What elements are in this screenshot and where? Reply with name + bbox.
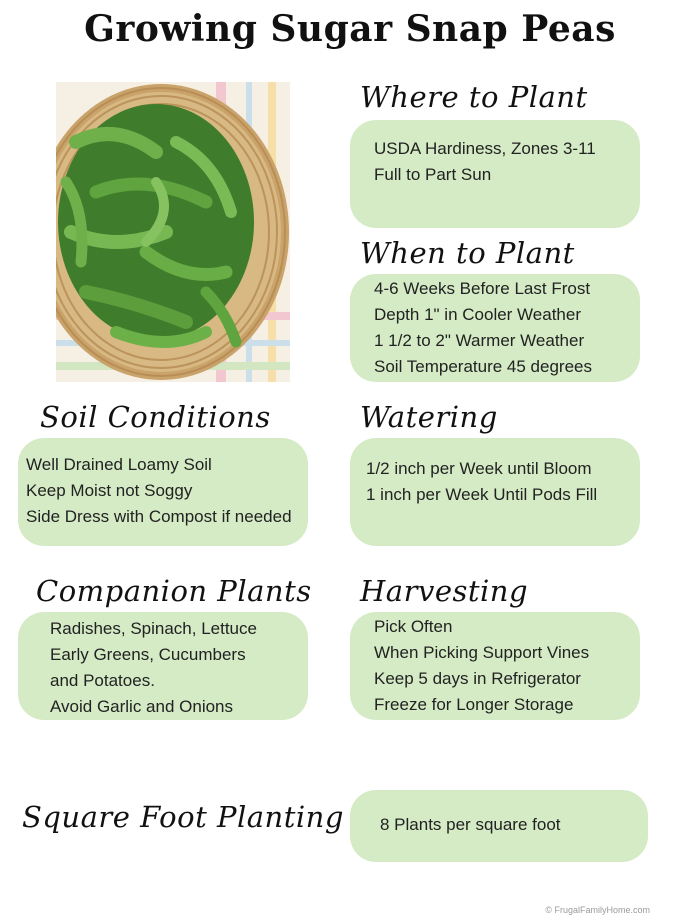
watering-box bbox=[350, 438, 640, 546]
peas-basket-photo bbox=[56, 82, 290, 382]
where-to-plant-heading: Where to Plant bbox=[360, 80, 588, 114]
when-to-plant-heading: When to Plant bbox=[360, 236, 575, 270]
when-line-1: 4-6 Weeks Before Last Frost bbox=[374, 279, 591, 298]
where-line-1: USDA Hardiness, Zones 3-11 bbox=[374, 139, 596, 158]
when-line-3: 1 1/2 to 2" Warmer Weather bbox=[374, 331, 585, 350]
soil-conditions-heading: Soil Conditions bbox=[40, 400, 271, 434]
companion-line-3: and Potatoes. bbox=[50, 671, 155, 690]
harvesting-line-2: When Picking Support Vines bbox=[374, 643, 590, 662]
watering-line-1: 1/2 inch per Week until Bloom bbox=[366, 459, 592, 478]
soil-conditions-box bbox=[18, 438, 308, 546]
square-foot-planting-box bbox=[350, 790, 648, 862]
harvesting-line-4: Freeze for Longer Storage bbox=[374, 695, 574, 714]
companion-line-4: Avoid Garlic and Onions bbox=[50, 697, 234, 716]
watering-line-2: 1 inch per Week Until Pods Fill bbox=[366, 485, 598, 504]
harvesting-line-1: Pick Often bbox=[374, 617, 453, 636]
peas-basket-illustration bbox=[56, 82, 290, 382]
soil-line-3: Side Dress with Compost if needed bbox=[26, 507, 292, 526]
watering-heading: Watering bbox=[360, 400, 498, 434]
when-line-2: Depth 1" in Cooler Weather bbox=[374, 305, 581, 324]
when-to-plant-box bbox=[350, 274, 640, 382]
harvesting-heading: Harvesting bbox=[360, 574, 529, 608]
companion-line-1: Radishes, Spinach, Lettuce bbox=[50, 619, 257, 638]
page-title: Growing Sugar Snap Peas bbox=[84, 8, 616, 50]
where-to-plant-box bbox=[350, 120, 640, 228]
soil-line-2: Keep Moist not Soggy bbox=[26, 481, 193, 500]
companion-plants-heading: Companion Plants bbox=[36, 574, 312, 608]
harvesting-line-3: Keep 5 days in Refrigerator bbox=[374, 669, 581, 688]
when-line-4: Soil Temperature 45 degrees bbox=[374, 357, 592, 376]
square-foot-planting-heading: Square Foot Planting bbox=[22, 800, 344, 834]
site-credit: © FrugalFamilyHome.com bbox=[545, 905, 650, 915]
soil-line-1: Well Drained Loamy Soil bbox=[26, 455, 212, 474]
harvesting-box bbox=[350, 612, 640, 720]
companion-line-2: Early Greens, Cucumbers bbox=[50, 645, 246, 664]
where-line-2: Full to Part Sun bbox=[374, 165, 492, 184]
square-foot-line-1: 8 Plants per square foot bbox=[380, 815, 561, 834]
companion-plants-box bbox=[18, 612, 308, 720]
